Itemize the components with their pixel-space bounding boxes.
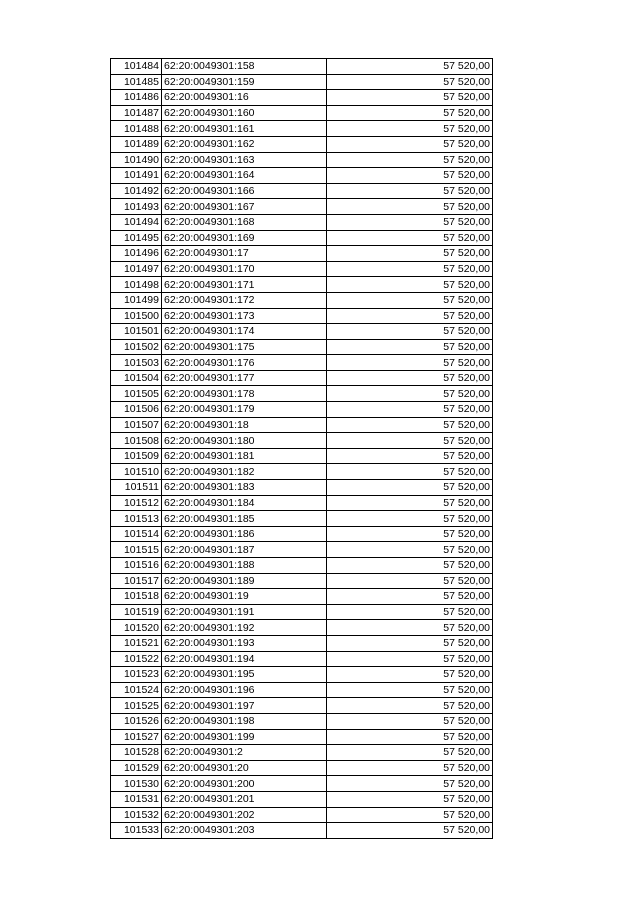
table-row (111, 324, 493, 340)
table-row (111, 355, 493, 371)
row-number-cell: 101502 (111, 339, 162, 355)
table-row (111, 136, 493, 152)
cadastral-number-cell: 62:20:0049301:201 (162, 791, 327, 807)
table-row (111, 261, 493, 277)
row-number-cell: 101525 (111, 698, 162, 714)
cadastral-number-cell: 62:20:0049301:176 (162, 355, 327, 371)
cadastral-value-cell: 57 520,00 (327, 480, 493, 496)
cadastral-value-cell: 57 520,00 (327, 698, 493, 714)
table-row (111, 74, 493, 90)
cadastral-number-cell: 62:20:0049301:160 (162, 105, 327, 121)
cadastral-value-cell: 57 520,00 (327, 230, 493, 246)
cadastral-value-cell: 57 520,00 (327, 604, 493, 620)
cadastral-value-cell: 57 520,00 (327, 682, 493, 698)
table-row (111, 417, 493, 433)
row-number-cell: 101526 (111, 713, 162, 729)
cadastral-value-cell: 57 520,00 (327, 667, 493, 683)
document-page (110, 58, 491, 839)
cadastral-number-cell: 62:20:0049301:195 (162, 667, 327, 683)
cadastral-number-cell: 62:20:0049301:200 (162, 776, 327, 792)
cadastral-number-cell: 62:20:0049301:178 (162, 386, 327, 402)
cadastral-value-cell: 57 520,00 (327, 823, 493, 839)
row-number-cell: 101507 (111, 417, 162, 433)
cadastral-value-cell: 57 520,00 (327, 635, 493, 651)
cadastral-value-cell: 57 520,00 (327, 791, 493, 807)
cadastral-number-cell: 62:20:0049301:158 (162, 59, 327, 75)
row-number-cell: 101484 (111, 59, 162, 75)
cadastral-number-cell: 62:20:0049301:161 (162, 121, 327, 137)
table-row (111, 277, 493, 293)
cadastral-value-cell: 57 520,00 (327, 214, 493, 230)
cadastral-number-cell: 62:20:0049301:18 (162, 417, 327, 433)
table-row (111, 246, 493, 262)
table-row (111, 620, 493, 636)
cadastral-number-cell: 62:20:0049301:163 (162, 152, 327, 168)
cadastral-value-cell: 57 520,00 (327, 526, 493, 542)
cadastral-number-cell: 62:20:0049301:186 (162, 526, 327, 542)
row-number-cell: 101495 (111, 230, 162, 246)
row-number-cell: 101511 (111, 480, 162, 496)
row-number-cell: 101524 (111, 682, 162, 698)
cadastral-value-cell: 57 520,00 (327, 573, 493, 589)
cadastral-number-cell: 62:20:0049301:19 (162, 589, 327, 605)
row-number-cell: 101496 (111, 246, 162, 262)
cadastral-value-cell: 57 520,00 (327, 324, 493, 340)
table-row (111, 807, 493, 823)
table-row (111, 370, 493, 386)
row-number-cell: 101508 (111, 433, 162, 449)
cadastral-value-cell: 57 520,00 (327, 277, 493, 293)
row-number-cell: 101489 (111, 136, 162, 152)
table-row (111, 199, 493, 215)
table-row (111, 152, 493, 168)
cadastral-number-cell: 62:20:0049301:188 (162, 558, 327, 574)
cadastral-number-cell: 62:20:0049301:177 (162, 370, 327, 386)
row-number-cell: 101512 (111, 495, 162, 511)
row-number-cell: 101490 (111, 152, 162, 168)
cadastral-number-cell: 62:20:0049301:187 (162, 542, 327, 558)
row-number-cell: 101497 (111, 261, 162, 277)
row-number-cell: 101500 (111, 308, 162, 324)
row-number-cell: 101516 (111, 558, 162, 574)
cadastral-value-cell: 57 520,00 (327, 495, 493, 511)
cadastral-number-cell: 62:20:0049301:184 (162, 495, 327, 511)
table-row (111, 214, 493, 230)
cadastral-value-cell: 57 520,00 (327, 246, 493, 262)
table-row (111, 682, 493, 698)
row-number-cell: 101506 (111, 402, 162, 418)
table-row (111, 90, 493, 106)
cadastral-number-cell: 62:20:0049301:168 (162, 214, 327, 230)
row-number-cell: 101517 (111, 573, 162, 589)
cadastral-number-cell: 62:20:0049301:166 (162, 183, 327, 199)
table-row (111, 526, 493, 542)
cadastral-number-cell: 62:20:0049301:191 (162, 604, 327, 620)
table-row (111, 745, 493, 761)
cadastral-value-cell: 57 520,00 (327, 386, 493, 402)
table-row (111, 713, 493, 729)
row-number-cell: 101494 (111, 214, 162, 230)
cadastral-value-cell: 57 520,00 (327, 713, 493, 729)
table-row (111, 558, 493, 574)
row-number-cell: 101493 (111, 199, 162, 215)
cadastral-number-cell: 62:20:0049301:185 (162, 511, 327, 527)
row-number-cell: 101499 (111, 292, 162, 308)
table-row (111, 308, 493, 324)
table-row (111, 604, 493, 620)
row-number-cell: 101487 (111, 105, 162, 121)
cadastral-number-cell: 62:20:0049301:172 (162, 292, 327, 308)
row-number-cell: 101498 (111, 277, 162, 293)
cadastral-value-cell: 57 520,00 (327, 402, 493, 418)
cadastral-value-cell: 57 520,00 (327, 417, 493, 433)
cadastral-value-cell: 57 520,00 (327, 807, 493, 823)
table-row (111, 542, 493, 558)
row-number-cell: 101491 (111, 168, 162, 184)
cadastral-number-cell: 62:20:0049301:175 (162, 339, 327, 355)
table-row (111, 589, 493, 605)
table-row (111, 573, 493, 589)
table-row (111, 168, 493, 184)
cadastral-number-cell: 62:20:0049301:169 (162, 230, 327, 246)
table-row (111, 339, 493, 355)
cadastral-value-cell: 57 520,00 (327, 370, 493, 386)
table-row (111, 59, 493, 75)
cadastral-value-cell: 57 520,00 (327, 121, 493, 137)
cadastral-value-cell: 57 520,00 (327, 511, 493, 527)
cadastral-value-table (110, 58, 493, 839)
cadastral-value-cell: 57 520,00 (327, 261, 493, 277)
cadastral-value-cell: 57 520,00 (327, 433, 493, 449)
cadastral-value-cell: 57 520,00 (327, 589, 493, 605)
cadastral-value-cell: 57 520,00 (327, 651, 493, 667)
row-number-cell: 101522 (111, 651, 162, 667)
cadastral-number-cell: 62:20:0049301:167 (162, 199, 327, 215)
cadastral-number-cell: 62:20:0049301:173 (162, 308, 327, 324)
row-number-cell: 101521 (111, 635, 162, 651)
cadastral-number-cell: 62:20:0049301:20 (162, 760, 327, 776)
table-row (111, 511, 493, 527)
row-number-cell: 101514 (111, 526, 162, 542)
table-row (111, 635, 493, 651)
table-row (111, 448, 493, 464)
cadastral-number-cell: 62:20:0049301:183 (162, 480, 327, 496)
cadastral-number-cell: 62:20:0049301:171 (162, 277, 327, 293)
cadastral-number-cell: 62:20:0049301:16 (162, 90, 327, 106)
row-number-cell: 101504 (111, 370, 162, 386)
cadastral-value-cell: 57 520,00 (327, 308, 493, 324)
cadastral-number-cell: 62:20:0049301:202 (162, 807, 327, 823)
cadastral-value-cell: 57 520,00 (327, 729, 493, 745)
row-number-cell: 101509 (111, 448, 162, 464)
row-number-cell: 101523 (111, 667, 162, 683)
row-number-cell: 101519 (111, 604, 162, 620)
cadastral-number-cell: 62:20:0049301:181 (162, 448, 327, 464)
table-row (111, 823, 493, 839)
table-row (111, 183, 493, 199)
row-number-cell: 101533 (111, 823, 162, 839)
row-number-cell: 101528 (111, 745, 162, 761)
table-body (111, 59, 493, 839)
row-number-cell: 101529 (111, 760, 162, 776)
table-row (111, 480, 493, 496)
table-row (111, 791, 493, 807)
cadastral-value-cell: 57 520,00 (327, 136, 493, 152)
table-row (111, 495, 493, 511)
cadastral-value-cell: 57 520,00 (327, 542, 493, 558)
row-number-cell: 101518 (111, 589, 162, 605)
cadastral-number-cell: 62:20:0049301:17 (162, 246, 327, 262)
cadastral-value-cell: 57 520,00 (327, 448, 493, 464)
cadastral-number-cell: 62:20:0049301:193 (162, 635, 327, 651)
row-number-cell: 101515 (111, 542, 162, 558)
cadastral-number-cell: 62:20:0049301:197 (162, 698, 327, 714)
row-number-cell: 101485 (111, 74, 162, 90)
table-row (111, 729, 493, 745)
cadastral-value-cell: 57 520,00 (327, 760, 493, 776)
cadastral-number-cell: 62:20:0049301:170 (162, 261, 327, 277)
row-number-cell: 101513 (111, 511, 162, 527)
cadastral-value-cell: 57 520,00 (327, 59, 493, 75)
cadastral-number-cell: 62:20:0049301:174 (162, 324, 327, 340)
cadastral-value-cell: 57 520,00 (327, 355, 493, 371)
row-number-cell: 101488 (111, 121, 162, 137)
row-number-cell: 101532 (111, 807, 162, 823)
cadastral-number-cell: 62:20:0049301:194 (162, 651, 327, 667)
table-row (111, 433, 493, 449)
cadastral-number-cell: 62:20:0049301:2 (162, 745, 327, 761)
cadastral-value-cell: 57 520,00 (327, 105, 493, 121)
table-row (111, 121, 493, 137)
cadastral-number-cell: 62:20:0049301:196 (162, 682, 327, 698)
row-number-cell: 101520 (111, 620, 162, 636)
cadastral-value-cell: 57 520,00 (327, 620, 493, 636)
cadastral-value-cell: 57 520,00 (327, 464, 493, 480)
cadastral-value-cell: 57 520,00 (327, 152, 493, 168)
cadastral-number-cell: 62:20:0049301:199 (162, 729, 327, 745)
table-row (111, 760, 493, 776)
cadastral-number-cell: 62:20:0049301:203 (162, 823, 327, 839)
row-number-cell: 101531 (111, 791, 162, 807)
cadastral-value-cell: 57 520,00 (327, 74, 493, 90)
table-row (111, 464, 493, 480)
cadastral-value-cell: 57 520,00 (327, 199, 493, 215)
cadastral-value-cell: 57 520,00 (327, 558, 493, 574)
row-number-cell: 101492 (111, 183, 162, 199)
cadastral-value-cell: 57 520,00 (327, 168, 493, 184)
row-number-cell: 101527 (111, 729, 162, 745)
table-row (111, 698, 493, 714)
cadastral-value-cell: 57 520,00 (327, 183, 493, 199)
cadastral-number-cell: 62:20:0049301:182 (162, 464, 327, 480)
table-row (111, 105, 493, 121)
cadastral-number-cell: 62:20:0049301:189 (162, 573, 327, 589)
row-number-cell: 101486 (111, 90, 162, 106)
row-number-cell: 101503 (111, 355, 162, 371)
cadastral-number-cell: 62:20:0049301:192 (162, 620, 327, 636)
cadastral-number-cell: 62:20:0049301:159 (162, 74, 327, 90)
cadastral-value-cell: 57 520,00 (327, 90, 493, 106)
table-row (111, 292, 493, 308)
row-number-cell: 101501 (111, 324, 162, 340)
table-row (111, 651, 493, 667)
cadastral-value-cell: 57 520,00 (327, 745, 493, 761)
cadastral-number-cell: 62:20:0049301:198 (162, 713, 327, 729)
table-row (111, 667, 493, 683)
row-number-cell: 101505 (111, 386, 162, 402)
table-row (111, 776, 493, 792)
row-number-cell: 101530 (111, 776, 162, 792)
cadastral-value-cell: 57 520,00 (327, 776, 493, 792)
cadastral-value-cell: 57 520,00 (327, 292, 493, 308)
cadastral-value-cell: 57 520,00 (327, 339, 493, 355)
cadastral-number-cell: 62:20:0049301:180 (162, 433, 327, 449)
table-row (111, 386, 493, 402)
row-number-cell: 101510 (111, 464, 162, 480)
table-row (111, 402, 493, 418)
table-row (111, 230, 493, 246)
cadastral-number-cell: 62:20:0049301:164 (162, 168, 327, 184)
cadastral-number-cell: 62:20:0049301:179 (162, 402, 327, 418)
cadastral-number-cell: 62:20:0049301:162 (162, 136, 327, 152)
